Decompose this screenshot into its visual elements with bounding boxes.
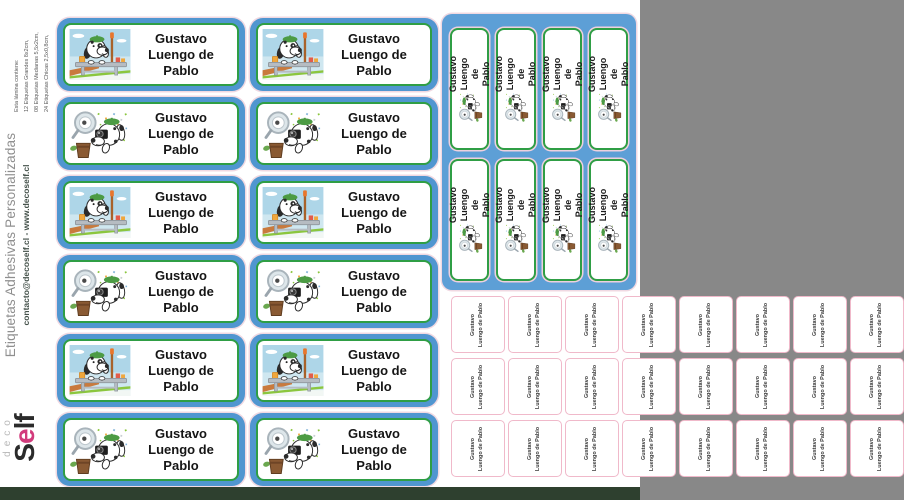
- name-line-2: Luengo de Pablo: [477, 302, 484, 347]
- name-line-2: Luengo de Pablo: [819, 302, 826, 347]
- name-text: [470, 361, 486, 413]
- name-line-1: Gustavo: [812, 375, 818, 398]
- small-name-label: [850, 296, 904, 353]
- sidebar: [0, 0, 55, 487]
- name-line-1: Gustavo: [527, 375, 533, 398]
- dog-camera-icon: [456, 223, 484, 253]
- name-line-1: Gustavo: [698, 313, 704, 336]
- name-text: [584, 299, 600, 351]
- name-line-1: Gustavo: [584, 375, 590, 398]
- name-line-2: Luengo de Pablo: [591, 364, 598, 409]
- name-line-1: Gustavo: [698, 375, 704, 398]
- name-line-2: Luengo de Pablo: [597, 188, 630, 221]
- name-text: [641, 299, 657, 351]
- dog-camera-icon: [262, 424, 324, 475]
- name-text: [527, 361, 543, 413]
- dog-painter-icon: [69, 187, 131, 238]
- name-line-1: Gustavo: [584, 313, 590, 336]
- name-line-2: Luengo de Pablo: [534, 302, 541, 347]
- dog-camera-icon: [502, 92, 530, 122]
- name-line-1: Gustavo: [755, 437, 761, 460]
- name-line-2: Luengo de Pablo: [705, 302, 712, 347]
- name-line-2: Luengo de Pablo: [148, 283, 214, 315]
- name-text: [812, 361, 828, 413]
- dog-camera-icon: [262, 266, 324, 317]
- name-line-1: Gustavo: [641, 437, 647, 460]
- name-text: [131, 110, 237, 158]
- dog-illustration: [456, 223, 484, 253]
- name-line-1: Gustavo: [527, 437, 533, 460]
- name-line-1: Gustavo: [493, 186, 504, 223]
- dog-camera-icon: [594, 92, 622, 122]
- dog-camera-icon: [456, 92, 484, 122]
- name-text: [470, 423, 486, 475]
- contents-note-line: 24 Etiquetas Chicas 2,5x0,8cm,: [44, 34, 50, 112]
- name-line-2: Luengo de Pablo: [148, 441, 214, 473]
- dog-illustration: [69, 29, 131, 80]
- name-text: [494, 186, 538, 222]
- name-line-1: Gustavo: [812, 313, 818, 336]
- large-name-label: [250, 413, 438, 486]
- name-text: [131, 189, 237, 237]
- name-line-1: Gustavo: [347, 188, 400, 204]
- name-line-1: Gustavo: [698, 437, 704, 460]
- name-line-1: Gustavo: [154, 267, 207, 283]
- name-text: [494, 55, 538, 91]
- logo-deco-text: deco: [2, 415, 13, 457]
- small-name-label: [451, 358, 505, 415]
- small-name-label: [850, 420, 904, 477]
- name-line-1: Gustavo: [347, 267, 400, 283]
- small-name-label: [679, 420, 733, 477]
- name-line-1: Gustavo: [540, 186, 551, 223]
- logo-self-text: Self: [9, 414, 40, 462]
- name-text: [324, 189, 430, 237]
- small-labels-grid: [451, 296, 883, 477]
- dog-camera-icon: [594, 223, 622, 253]
- small-name-label: [793, 358, 847, 415]
- name-line-1: Gustavo: [154, 30, 207, 46]
- dog-illustration: [548, 92, 576, 122]
- name-line-2: Luengo de Pablo: [876, 426, 883, 471]
- name-line-2: Luengo de Pablo: [648, 426, 655, 471]
- name-text: [812, 423, 828, 475]
- name-line-2: Luengo de Pablo: [477, 364, 484, 409]
- name-line-2: Luengo de Pablo: [819, 426, 826, 471]
- name-text: [586, 186, 630, 222]
- contact-text: contacto@decoself.cl - www.decoself.cl: [21, 164, 31, 326]
- name-text: [324, 347, 430, 395]
- medium-name-label: [493, 28, 537, 150]
- name-line-2: Luengo de Pablo: [477, 426, 484, 471]
- name-text: [698, 423, 714, 475]
- large-name-label: [57, 334, 245, 407]
- name-text: [584, 361, 600, 413]
- name-text: [131, 426, 237, 474]
- large-name-label: [250, 255, 438, 328]
- name-line-2: Luengo de Pablo: [534, 364, 541, 409]
- dog-illustration: [594, 92, 622, 122]
- dog-illustration: [262, 424, 324, 475]
- name-text: [698, 299, 714, 351]
- name-line-2: Luengo de Pablo: [148, 125, 214, 157]
- contents-note-line: Esta lámina contiene:: [14, 59, 20, 112]
- name-text: [698, 361, 714, 413]
- name-text: [540, 55, 584, 91]
- dog-painter-icon: [262, 29, 324, 80]
- bottom-edge-strip: [0, 487, 640, 500]
- name-line-2: Luengo de Pablo: [458, 188, 491, 221]
- name-line-2: Luengo de Pablo: [504, 57, 537, 90]
- large-name-label: [57, 97, 245, 170]
- name-text: [527, 299, 543, 351]
- name-text: [131, 31, 237, 79]
- medium-name-label: [493, 159, 537, 281]
- dog-camera-icon: [548, 223, 576, 253]
- small-name-label: [565, 358, 619, 415]
- name-line-2: Luengo de Pablo: [876, 364, 883, 409]
- small-name-label: [451, 420, 505, 477]
- name-line-1: Gustavo: [586, 55, 597, 92]
- name-line-1: Gustavo: [869, 313, 875, 336]
- name-line-2: Luengo de Pablo: [762, 426, 769, 471]
- name-line-1: Gustavo: [470, 375, 476, 398]
- name-text: [755, 423, 771, 475]
- name-line-2: Luengo de Pablo: [648, 364, 655, 409]
- name-line-1: Gustavo: [869, 375, 875, 398]
- name-line-2: Luengo de Pablo: [591, 302, 598, 347]
- name-text: [584, 423, 600, 475]
- dog-painter-icon: [262, 345, 324, 396]
- name-line-2: Luengo de Pablo: [341, 283, 407, 315]
- name-text: [470, 299, 486, 351]
- name-text: [641, 361, 657, 413]
- small-name-label: [565, 296, 619, 353]
- name-line-1: Gustavo: [584, 437, 590, 460]
- name-line-1: Gustavo: [527, 313, 533, 336]
- dog-illustration: [548, 223, 576, 253]
- dog-illustration: [262, 187, 324, 238]
- name-line-2: Luengo de Pablo: [534, 426, 541, 471]
- decoself-logo: [2, 392, 54, 484]
- small-name-label: [508, 358, 562, 415]
- name-line-2: Luengo de Pablo: [551, 57, 584, 90]
- name-line-1: Gustavo: [154, 346, 207, 362]
- name-line-2: Luengo de Pablo: [341, 362, 407, 394]
- small-name-label: [508, 420, 562, 477]
- name-text: [324, 426, 430, 474]
- large-name-label: [57, 176, 245, 249]
- contents-note-line: 08 Etiquetas Medianas 5,5x2cm,: [34, 32, 40, 112]
- name-line-2: Luengo de Pablo: [341, 204, 407, 236]
- dog-painter-icon: [69, 345, 131, 396]
- dog-illustration: [456, 92, 484, 122]
- name-line-2: Luengo de Pablo: [591, 426, 598, 471]
- name-line-2: Luengo de Pablo: [341, 46, 407, 78]
- name-text: [131, 268, 237, 316]
- name-text: [131, 347, 237, 395]
- medium-name-label: [586, 159, 630, 281]
- medium-labels-panel: [442, 14, 636, 290]
- small-name-label: [565, 420, 619, 477]
- name-line-1: Gustavo: [641, 375, 647, 398]
- name-line-1: Gustavo: [347, 425, 400, 441]
- name-text: [755, 361, 771, 413]
- name-text: [540, 186, 584, 222]
- name-line-1: Gustavo: [493, 55, 504, 92]
- dog-camera-icon: [502, 223, 530, 253]
- name-text: [448, 55, 492, 91]
- name-line-2: Luengo de Pablo: [819, 364, 826, 409]
- name-line-2: Luengo de Pablo: [148, 204, 214, 236]
- dog-illustration: [69, 266, 131, 317]
- name-line-1: Gustavo: [755, 313, 761, 336]
- large-labels-grid: [57, 18, 438, 486]
- large-name-label: [250, 97, 438, 170]
- large-name-label: [57, 255, 245, 328]
- dog-painter-icon: [69, 29, 131, 80]
- dog-illustration: [262, 29, 324, 80]
- name-text: [869, 299, 885, 351]
- sheet-title: Etiquetas Adhesivas Personalizadas: [3, 132, 18, 358]
- name-line-1: Gustavo: [447, 186, 458, 223]
- small-name-label: [736, 296, 790, 353]
- medium-name-label: [447, 159, 491, 281]
- small-name-label: [736, 358, 790, 415]
- name-text: [755, 299, 771, 351]
- small-name-label: [850, 358, 904, 415]
- dog-camera-icon: [69, 108, 131, 159]
- small-name-label: [622, 358, 676, 415]
- name-line-2: Luengo de Pablo: [705, 364, 712, 409]
- name-line-2: Luengo de Pablo: [597, 57, 630, 90]
- dog-illustration: [262, 266, 324, 317]
- name-line-1: Gustavo: [347, 30, 400, 46]
- name-text: [869, 423, 885, 475]
- name-text: [324, 268, 430, 316]
- name-line-2: Luengo de Pablo: [341, 441, 407, 473]
- small-name-label: [622, 420, 676, 477]
- medium-name-label: [540, 28, 584, 150]
- small-name-label: [736, 420, 790, 477]
- dog-camera-icon: [262, 108, 324, 159]
- sidebar-title-block: [2, 122, 44, 368]
- name-line-2: Luengo de Pablo: [458, 57, 491, 90]
- name-text: [641, 423, 657, 475]
- small-name-label: [793, 420, 847, 477]
- medium-name-label: [540, 159, 584, 281]
- dog-illustration: [69, 108, 131, 159]
- name-line-1: Gustavo: [154, 425, 207, 441]
- dog-illustration: [262, 345, 324, 396]
- dog-illustration: [69, 345, 131, 396]
- name-line-2: Luengo de Pablo: [876, 302, 883, 347]
- name-line-1: Gustavo: [869, 437, 875, 460]
- medium-name-label: [447, 28, 491, 150]
- name-line-1: Gustavo: [154, 188, 207, 204]
- name-line-1: Gustavo: [586, 186, 597, 223]
- name-line-2: Luengo de Pablo: [341, 125, 407, 157]
- contents-note-line: 12 Etiquetas Grandes 8x2cm,: [24, 39, 30, 112]
- small-name-label: [793, 296, 847, 353]
- dog-illustration: [69, 424, 131, 475]
- name-text: [812, 299, 828, 351]
- small-name-label: [622, 296, 676, 353]
- medium-name-label: [586, 28, 630, 150]
- name-text: [324, 31, 430, 79]
- name-text: [869, 361, 885, 413]
- name-line-2: Luengo de Pablo: [648, 302, 655, 347]
- name-line-1: Gustavo: [755, 375, 761, 398]
- name-line-1: Gustavo: [347, 346, 400, 362]
- dog-camera-icon: [69, 266, 131, 317]
- name-line-1: Gustavo: [470, 437, 476, 460]
- name-text: [324, 110, 430, 158]
- name-line-2: Luengo de Pablo: [504, 188, 537, 221]
- small-name-label: [679, 296, 733, 353]
- small-name-label: [451, 296, 505, 353]
- name-text: [448, 186, 492, 222]
- sheet-contents-note: [12, 2, 54, 112]
- large-name-label: [250, 18, 438, 91]
- name-line-2: Luengo de Pablo: [705, 426, 712, 471]
- name-line-1: Gustavo: [812, 437, 818, 460]
- dog-illustration: [502, 92, 530, 122]
- name-line-1: Gustavo: [447, 55, 458, 92]
- dog-camera-icon: [69, 424, 131, 475]
- name-line-2: Luengo de Pablo: [551, 188, 584, 221]
- large-name-label: [250, 176, 438, 249]
- dog-painter-icon: [262, 187, 324, 238]
- name-text: [527, 423, 543, 475]
- dog-camera-icon: [548, 92, 576, 122]
- name-line-2: Luengo de Pablo: [762, 302, 769, 347]
- name-line-2: Luengo de Pablo: [762, 364, 769, 409]
- small-name-label: [508, 296, 562, 353]
- dog-illustration: [69, 187, 131, 238]
- small-name-label: [679, 358, 733, 415]
- name-line-2: Luengo de Pablo: [148, 362, 214, 394]
- name-text: [586, 55, 630, 91]
- dog-illustration: [594, 223, 622, 253]
- name-line-1: Gustavo: [470, 313, 476, 336]
- name-line-1: Gustavo: [347, 109, 400, 125]
- large-name-label: [57, 413, 245, 486]
- dog-illustration: [262, 108, 324, 159]
- large-name-label: [57, 18, 245, 91]
- name-line-1: Gustavo: [154, 109, 207, 125]
- name-line-1: Gustavo: [540, 55, 551, 92]
- name-line-2: Luengo de Pablo: [148, 46, 214, 78]
- name-line-1: Gustavo: [641, 313, 647, 336]
- large-name-label: [250, 334, 438, 407]
- dog-illustration: [502, 223, 530, 253]
